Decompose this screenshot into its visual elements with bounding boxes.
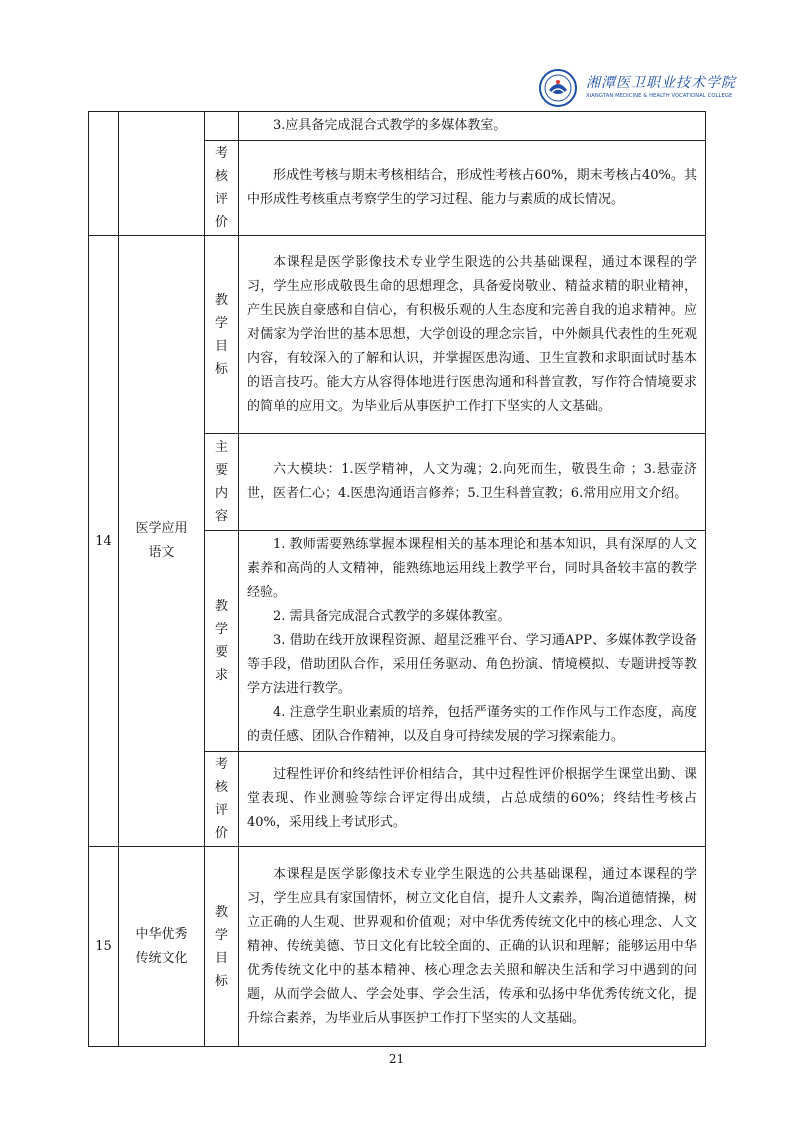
teaching-goal-cell: 本课程是医学影像技术专业学生限选的公共基础课程，通过本课程的学习，学生应形成敬畏生命的思想理念，具备爱岗敬业、精益求精的职业精神，产生民族自豪感和自信心，有积极乐观的人生态度和完善自我的追求精神。应对儒家为学治世的基本思想，大学创设的理念宗旨，中外颇具代表性的生死观内容，有较深入的了解和认识，并掌握医患沟通、卫生宣教和求职面试时基本的语言技巧。能大方从容得体地进行医患沟通和科普宣教，写作符合情境要求的简单的应用文。为毕业后从事医护工作打下坚实的人文基础。 — [239, 236, 706, 434]
course-number: 15 — [89, 847, 119, 1047]
main-content-label: 主 要 内 容 — [205, 434, 239, 531]
teaching-goal-label: 教 学 目 标 — [205, 236, 239, 434]
college-name: 湘潭医卫职业技术学院 — [586, 75, 736, 91]
teaching-goal-label: 教 学 目 标 — [205, 847, 239, 1047]
teaching-requirement-label: 教 学 要 求 — [205, 531, 239, 752]
main-content-cell: 六大模块：1.医学精神，人文为魂；2.向死而生，敬畏生命 ；3.悬壶济世，医者仁心；4.医患沟通语言修养；5.卫生科普宣教；6.常用应用文介绍。 — [239, 434, 706, 531]
course-table — [88, 111, 706, 1047]
table-row — [89, 847, 706, 1047]
page-number: 21 — [388, 1052, 405, 1066]
assessment-label: 考 核 评 价 — [205, 752, 239, 847]
course-name: 医学应用 语文 — [119, 236, 205, 847]
college-logo — [538, 68, 770, 110]
assessment-cell: 形成性考核与期末考核相结合，形成性考核占60%，期末考核占40%。其中形成性考核重点考察学生的学习过程、能力与素质的成长情况。 — [239, 141, 706, 236]
course-name: 中华优秀 传统文化 — [119, 847, 205, 1047]
college-emblem-icon — [538, 68, 578, 108]
assessment-cell: 过程性评价和终结性评价相结合，其中过程性评价根据学生课堂出勤、课堂表现、作业测验等综合评定得出成绩，占总成绩的60%；终结性考核占40%，采用线上考试形式。 — [239, 752, 706, 847]
teaching-goal-cell: 本课程是医学影像技术专业学生限选的公共基础课程，通过本课程的学习，学生应具有家国情怀，树立文化自信，提升人文素养，陶冶道德情操，树立正确的人生观、世界观和价值观；对中华优秀传统文化中的核心理念、人文精神、传统美德、节日文化有比较全面的、正确的认识和理解；能够运用中华优秀传统文化中的基本精神、核心理念去关照和解决生活和学习中遇到的问题，从而学会做人、学会处事、学会生活，传承和弘扬中华优秀传统文化，提升综合素养，为毕业后从事医护工作打下坚实的人文基础。 — [239, 847, 706, 1047]
course-number: 14 — [89, 236, 119, 847]
teaching-requirement-cell: 3.应具备完成混合式教学的多媒体教室。 — [239, 112, 706, 141]
table-row — [89, 112, 706, 141]
assessment-label: 考 核 评 价 — [205, 141, 239, 236]
teaching-requirement-cell: 1. 教师需要熟练掌握本课程相关的基本理论和基本知识，具有深厚的人文素养和高尚的人文精神，能熟练地运用线上教学平台，同时具备较丰富的教学经验。 2. 需具备完成混合式教学的多媒体教室。 3. 借助在线开放课程资源、超星泛雅平台、学习通APP、多媒体教学设备等手段，借助团队合作，采用任务驱动、角色扮演、情境模拟、专题讲授等教学方法进行教学。 4. 注意学生职业素质的培养，包括严谨务实的工作作风与工作态度，高度的责任感、团队合作精神，以及自身可持续发展的学习探索能力。 — [239, 531, 706, 752]
table-row — [89, 236, 706, 434]
college-name-en: XIANGTAN MEDICINE & HEALTH VOCATIONAL COLLEGE — [586, 93, 733, 99]
